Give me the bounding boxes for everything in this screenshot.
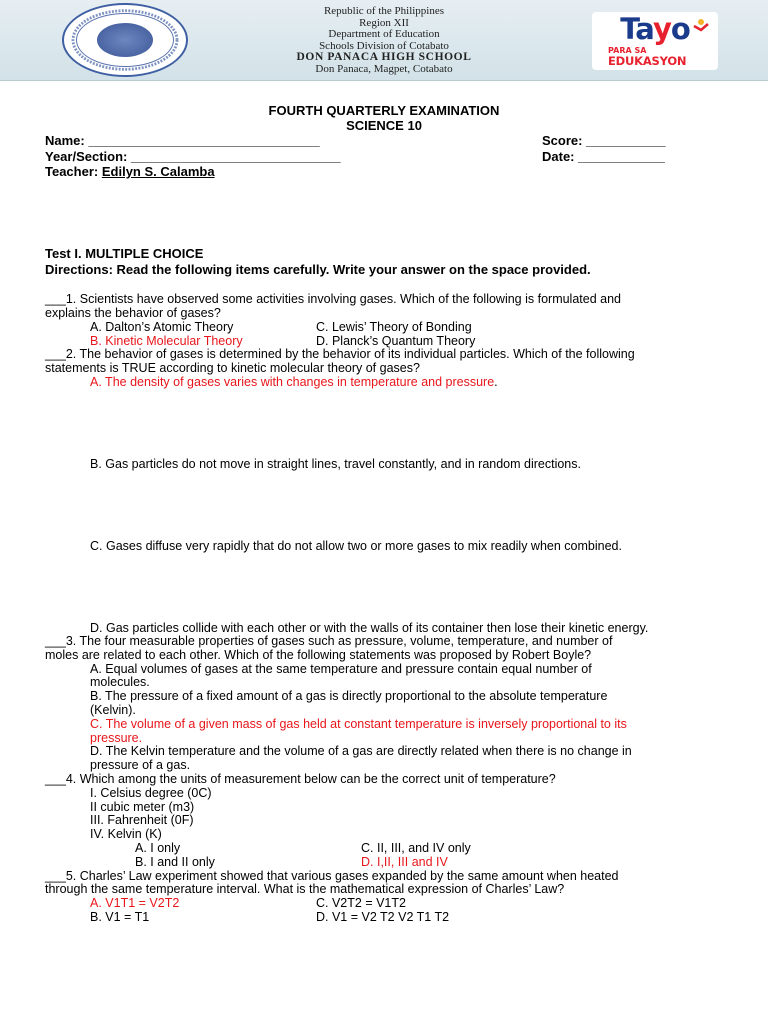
teacher-label: Teacher: [45,164,99,179]
q5-option-b: B. V1 = T1 [90,910,150,924]
question-2-line2: statements is TRUE according to kinetic molecular theory of gases? [45,361,420,375]
year-section-field[interactable]: Year/Section: _____________________________ [45,149,341,164]
q1-option-b-answer: B. Kinetic Molecular Theory [90,334,243,348]
q3-option-c-answer-line2: pressure. [90,731,143,745]
date-field[interactable]: Date: ____________ [542,149,665,164]
question-3-line1: ___3. The four measurable properties of gases such as pressure, volume, temperature, and number of [45,634,613,648]
school-address: Don Panaca, Magpet, Cotabato [315,62,453,75]
question-3-line2: moles are related to each other. Which of the following statements was proposed by Robert Boyle? [45,648,592,662]
q1-option-c: C. Lewis’ Theory of Bonding [316,320,472,334]
q5-option-c: C. V2T2 = V1T2 [316,896,406,910]
header-line: Department of Education [328,28,440,40]
person-figure-icon [692,18,710,40]
q3-option-a-line2: molecules. [90,675,150,689]
q4-item-iv: IV. Kelvin (K) [90,827,162,841]
name-field[interactable]: Name: ________________________________ [45,133,320,148]
logo-subtitle: PARA SA [608,46,647,55]
tayo-logo [592,12,718,70]
logo-subtitle-main: EDUKASYON [608,54,687,68]
question-5-line2: through the same temperature interval. What is the mathematical expression of Charles’ Law? [45,882,565,896]
q2-option-a: A. The density of gases varies with changes in temperature and pressure. [90,375,498,389]
header-line: Region XII [359,16,409,29]
exam-subject: SCIENCE 10 [346,118,422,133]
score-field[interactable]: Score: ___________ [542,133,666,148]
question-5-line1: ___5. Charles’ Law experiment showed that various gases expanded by the same amount when heated [45,869,619,883]
q4-option-b: B. I and II only [135,855,215,869]
exam-title: FOURTH QUARTERLY EXAMINATION [268,103,500,118]
teacher-line [45,165,215,179]
q1-option-d: D. Planck’s Quantum Theory [316,334,476,348]
q3-option-a-line1: A. Equal volumes of gases at the same temperature and pressure contain equal number of [90,662,592,676]
question-1-line2: explains the behavior of gases? [45,306,221,320]
q4-item-i: I. Celsius degree (0C) [90,786,212,800]
q4-option-a: A. I only [135,841,181,855]
q2-option-a-answer: A. The density of gases varies with changes in temperature and pressure [90,375,495,389]
q1-option-a: A. Dalton’s Atomic Theory [90,320,234,334]
letterhead-band [0,0,768,81]
q4-option-d-answer: D. I,II, III and IV [361,855,448,869]
q3-option-d-line2: pressure of a gas. [90,758,191,772]
question-2-line1: ___2. The behavior of gases is determined by the behavior of its individual particles. Which of the following [45,347,635,361]
header-line: Schools Division of Cotabato [319,39,449,52]
q3-option-d-line1: D. The Kelvin temperature and the volume of a gas are directly related when there is no change in [90,744,632,758]
q5-option-a-answer: A. V1T1 = V2T2 [90,896,180,910]
q3-option-b-line2: (Kelvin). [90,703,136,717]
q4-item-iii: III. Fahrenheit (0F) [90,813,194,827]
header-line: Republic of the Philippines [323,5,445,17]
q4-item-ii: II cubic meter (m3) [90,800,195,814]
tayo-wordmark: Tayo [620,12,690,46]
test-directions: Directions: Read the following items carefully. Write your answer on the space provided. [45,262,591,277]
q2-option-b: B. Gas particles do not move in straight lines, travel constantly, and in random directions. [90,457,581,471]
q2-option-c: C. Gases diffuse very rapidly that do not allow two or more gases to mix readily when combined. [90,539,622,553]
q5-option-d: D. V1 = V2 T2 V2 T1 T2 [316,910,450,924]
q3-option-b-line1: B. The pressure of a fixed amount of a gas is directly proportional to the absolute temperature [90,689,608,703]
q3-option-c-answer-line1: C. The volume of a given mass of gas held at constant temperature is inversely proportional to its [90,717,627,731]
teacher-name: Edilyn S. Calamba [101,164,215,179]
q2-option-d: D. Gas particles collide with each other or with the walls of its container then lose their kinetic energy. [90,621,649,635]
school-name: DON PANACA HIGH SCHOOL [296,51,472,63]
question-1-line1: ___1. Scientists have observed some activities involving gases. Which of the following is formulated and [45,292,621,306]
q4-option-c: C. II, III, and IV only [361,841,471,855]
test-heading: Test I. MULTIPLE CHOICE [45,246,204,261]
question-4-line1: ___4. Which among the units of measurement below can be the correct unit of temperature? [45,772,556,786]
